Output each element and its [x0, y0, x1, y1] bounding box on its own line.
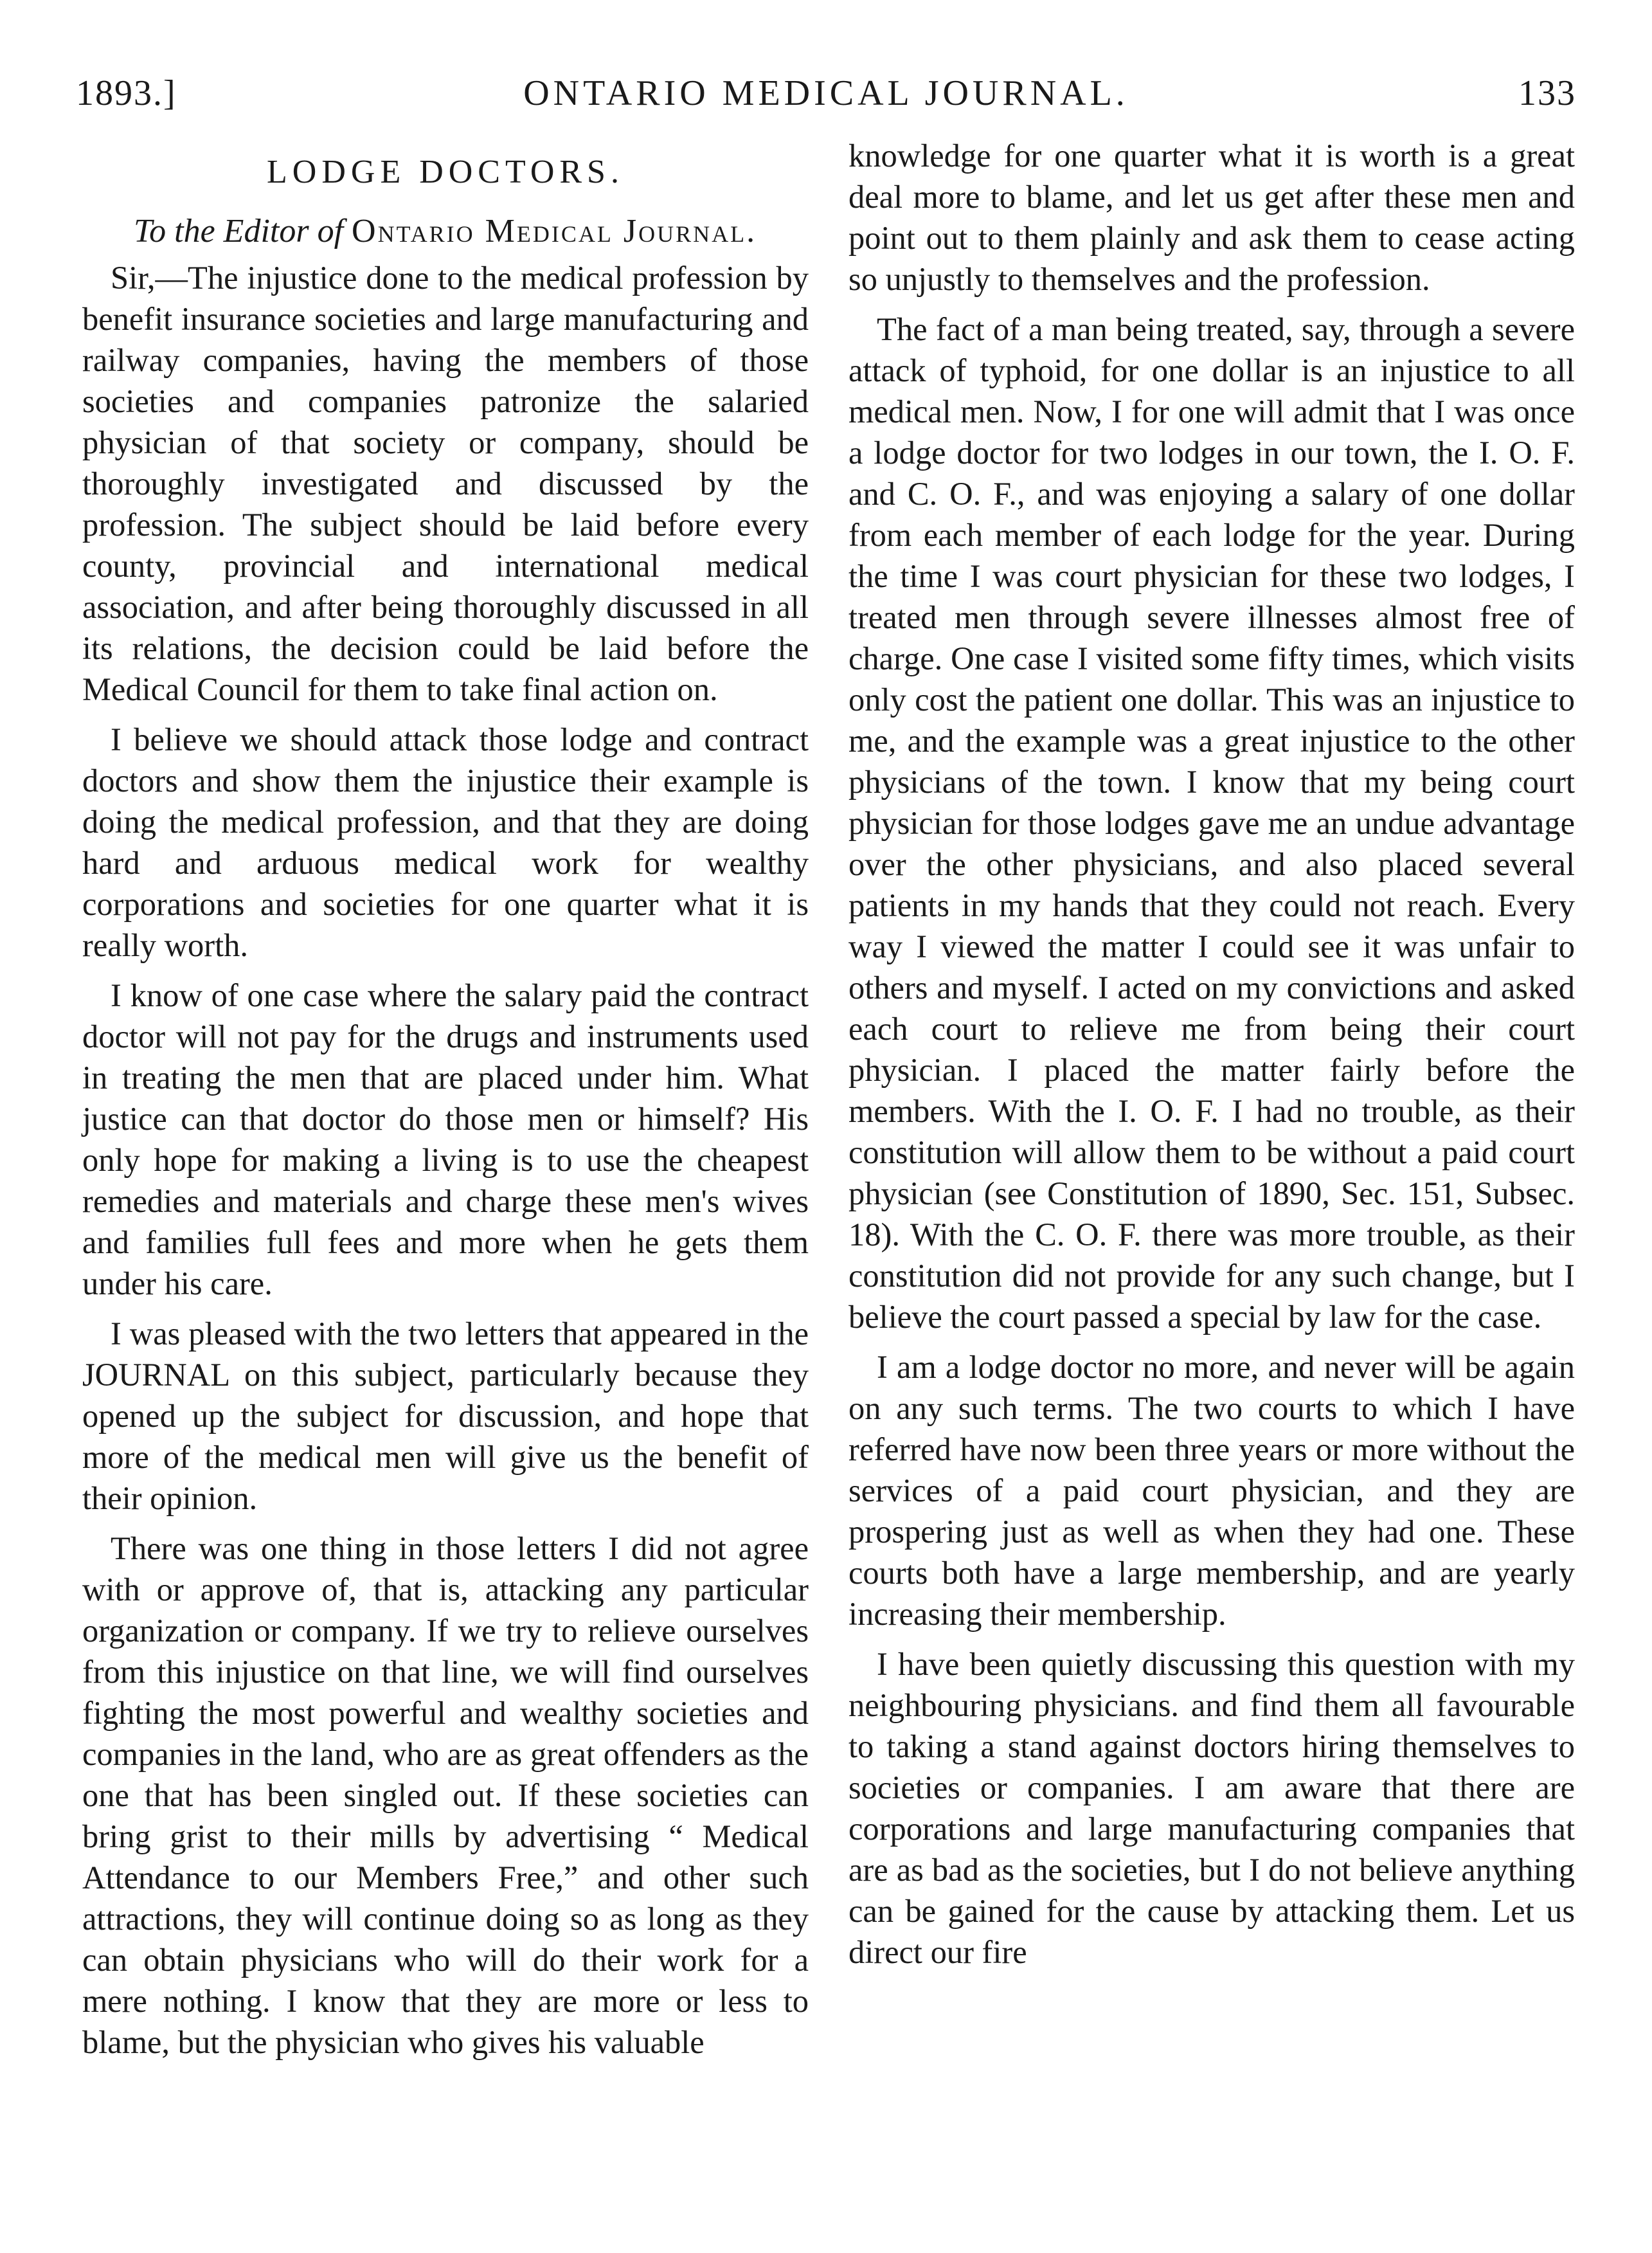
paragraph: I have been quietly discussing this question with my neighbouring physicians. and find them all favourable to taking a stand against doctors hiring themselves to societies or companies. I am aware that there are corporations and large manufacturing companies that are as bad as the societies, but I do not believe anything can be gained for the cause by attacking them. Let us direct our fire [848, 1646, 1575, 1970]
right-column [848, 135, 1575, 1982]
paragraph: The fact of a man being treated, say, through a severe attack of typhoid, for one dollar is an injustice to all medical men. Now, I for one will admit that I was once a lodge doctor for two lodges in our town, the I. O. F. and C. O. F., and was enjoying a salary of one dollar from each member of each lodge for the year. During the time I was court physician for these two lodges, I treated men through severe illnesses almost free of charge. One case I visited some fifty times, which visits only cost the patient one dollar. This was an injustice to me, and the example was a great injustice to the other physicians of the town. I know that my being court physician for those lodges gave me an undue advantage over the other physicians, and also placed several patients in my hands that they could not reach. Every way I viewed the matter I could see it was unfair to others and myself. I acted on my convictions and asked each court to relieve me from being their court physician. I placed the matter fairly before the members. With the I. O. F. I had no trouble, as their constitution will allow them to be without a paid court physician (see Constitution of 1890, Sec. 151, Subsec. 18). With the C. O. F. there was more trouble, as their constitution did not provide for any such change, but I believe the court passed a special by law for the case. [848, 311, 1575, 1335]
paragraph: There was one thing in those letters I did not agree with or approve of, that is, attacking any particular organization or company. If we try to relieve ourselves from this injustice on that line, we will find ourselves fighting the most powerful and wealthy societies and companies in the land, who are as great offenders as the one that has been singled out. If these societies can bring grist to their mills by advertising “ Medical Attendance to our Members Free,” and other such attractions, they will continue doing so as long as they can obtain physicians who will do their work for a mere nothing. I know that they are more or less to blame, but the physician who gives his valuable [82, 1530, 809, 2060]
header-journal-title: ONTARIO MEDICAL JOURNAL. [523, 73, 1129, 113]
header-year: 1893.] [76, 73, 177, 113]
header-page-number: 133 [1518, 73, 1576, 113]
left-column [82, 148, 809, 2072]
salutation-prefix: To the Editor of [134, 213, 344, 249]
salutation [82, 211, 809, 252]
paragraph: Sir,—The injustice done to the medical profession by benefit insurance societies and large manufacturing and railway companies, having the members of those societies and companies patronize the salaried physician of that society or company, should be thoroughly investigated and discussed by the profession. The subject should be laid before every county, provincial and international medical association, and after being thoroughly discussed in all its relations, the decision could be laid before the Medical Council for them to take final action on. [82, 260, 809, 707]
paragraph: I know of one case where the salary paid the contract doctor will not pay for the drugs and instruments used in treating the men that are placed under him. What justice can that doctor do those men or himself? His only hope for making a living is to use the cheapest remedies and materials and charge these men's wives and families full fees and more when he gets them under his care. [82, 977, 809, 1301]
paragraph: I am a lodge doctor no more, and never will be again on any such terms. The two courts to which I have referred have now been three years or more without the services of a paid court physician, and they are prospering just as well as when they had one. These courts both have a large membership, and are yearly increasing their membership. [848, 1349, 1575, 1632]
paragraph-continued: knowledge for one quarter what it is worth is a great deal more to blame, and let us get after these men and point out to them plainly and ask them to cease acting so unjustly to themselves and the profession. [848, 138, 1575, 297]
salutation-journal: Ontario Medical Journal. [352, 213, 757, 249]
running-header [76, 68, 1576, 125]
paragraph: I was pleased with the two letters that appeared in the JOURNAL on this subject, particularly because they opened up the subject for discussion, and hope that more of the medical men will give us the benefit of their opinion. [82, 1316, 809, 1516]
article-title: LODGE DOCTORS. [267, 154, 624, 190]
paragraph: I believe we should attack those lodge and contract doctors and show them the injustice their example is doing the medical profession, and that they are doing hard and arduous medical work for wealthy corporations and societies for one quarter what it is really worth. [82, 721, 809, 963]
